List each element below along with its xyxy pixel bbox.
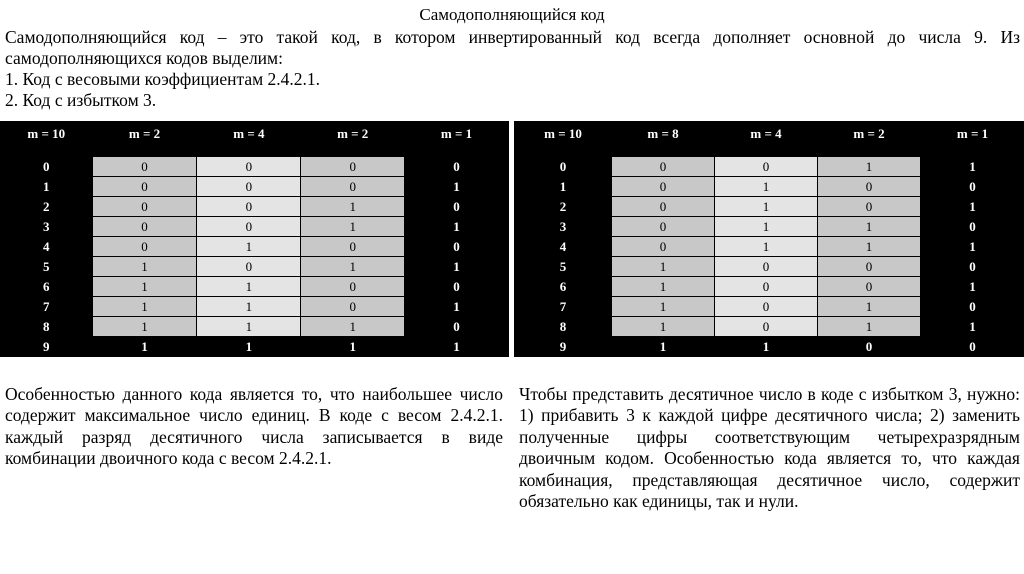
table-header-row <box>515 122 1024 146</box>
bit-cell: 0 <box>818 257 921 277</box>
bit-cell: 1 <box>715 337 818 357</box>
decimal-digit-cell: 4 <box>1 237 93 257</box>
bit-cell: 0 <box>921 257 1024 277</box>
table-row <box>515 217 1024 237</box>
bit-cell: 1 <box>405 257 509 277</box>
decimal-digit-cell: 5 <box>515 257 612 277</box>
bit-cell: 0 <box>301 177 405 197</box>
code-2421-description: Особенностью данного кода является то, что наибольшее число содержит максимальное число единиц. В коде с весом 2.4.2.1. каждый разряд десятичного числа записывается в виде комбинации двоичного кода с весом 2.4.2.1. <box>5 384 503 469</box>
intro-item-2: 2. Код с избытком 3. <box>5 90 157 110</box>
decimal-digit-cell: 5 <box>1 257 93 277</box>
table-row <box>515 257 1024 277</box>
decimal-digit-cell: 6 <box>515 277 612 297</box>
bit-cell: 0 <box>92 177 197 197</box>
decimal-digit-cell: 7 <box>515 297 612 317</box>
bit-cell: 1 <box>405 177 509 197</box>
bit-cell: 1 <box>405 217 509 237</box>
column-header: m = 10 <box>1 122 93 146</box>
bit-cell: 0 <box>818 277 921 297</box>
table-header-row <box>1 122 509 146</box>
bit-cell: 1 <box>197 337 301 357</box>
bit-cell: 0 <box>715 317 818 337</box>
bit-cell: 0 <box>92 237 197 257</box>
bit-cell: 1 <box>92 297 197 317</box>
bit-cell: 1 <box>715 237 818 257</box>
bit-cell: 1 <box>715 197 818 217</box>
bit-cell: 0 <box>92 197 197 217</box>
bit-cell: 0 <box>301 277 405 297</box>
table-row <box>515 197 1024 217</box>
bit-cell: 0 <box>818 337 921 357</box>
table-row <box>1 317 509 337</box>
bit-cell: 0 <box>715 157 818 177</box>
bit-cell: 1 <box>197 317 301 337</box>
bit-cell: 0 <box>405 237 509 257</box>
table-row <box>1 337 509 357</box>
bit-cell: 0 <box>612 177 715 197</box>
code-2421-table <box>0 121 509 357</box>
bit-cell: 1 <box>818 297 921 317</box>
bit-cell: 0 <box>301 297 405 317</box>
bit-cell: 0 <box>197 217 301 237</box>
table-row <box>515 237 1024 257</box>
bit-cell: 0 <box>405 197 509 217</box>
bit-cell: 1 <box>92 317 197 337</box>
bit-cell: 1 <box>612 277 715 297</box>
bit-cell: 1 <box>818 157 921 177</box>
column-header: m = 8 <box>612 122 715 146</box>
table-row <box>515 177 1024 197</box>
column-header: m = 1 <box>405 122 509 146</box>
bit-cell: 1 <box>92 337 197 357</box>
bit-cell: 0 <box>612 217 715 237</box>
intro-item-1: 1. Код с весовыми коэффициентам 2.4.2.1. <box>5 69 321 89</box>
bit-cell: 1 <box>92 277 197 297</box>
bit-cell: 1 <box>921 197 1024 217</box>
table-row <box>1 237 509 257</box>
table-row <box>1 217 509 237</box>
bit-cell: 1 <box>301 197 405 217</box>
table-row <box>515 277 1024 297</box>
decimal-digit-cell: 9 <box>1 337 93 357</box>
excess-3-table <box>514 121 1024 357</box>
table-spacer-row <box>515 146 1024 157</box>
bit-cell: 0 <box>818 177 921 197</box>
bit-cell: 0 <box>301 157 405 177</box>
bit-cell: 1 <box>92 257 197 277</box>
bit-cell: 0 <box>715 297 818 317</box>
bit-cell: 1 <box>818 217 921 237</box>
column-header: m = 4 <box>197 122 301 146</box>
bit-cell: 0 <box>197 157 301 177</box>
decimal-digit-cell: 0 <box>515 157 612 177</box>
bit-cell: 1 <box>715 217 818 237</box>
bit-cell: 0 <box>197 177 301 197</box>
bit-cell: 0 <box>921 177 1024 197</box>
bit-cell: 0 <box>405 277 509 297</box>
bit-cell: 1 <box>612 317 715 337</box>
bit-cell: 0 <box>715 277 818 297</box>
bit-cell: 0 <box>92 157 197 177</box>
bit-cell: 1 <box>301 257 405 277</box>
intro-definition: Самодополняющийся код – это такой код, в котором инвертированный код всегда дополняет основной до числа 9. Из самодополняющихся кодов выделим: <box>5 27 1020 68</box>
bit-cell: 1 <box>612 337 715 357</box>
decimal-digit-cell: 2 <box>1 197 93 217</box>
table-row <box>1 297 509 317</box>
table-row <box>515 317 1024 337</box>
bit-cell: 0 <box>715 257 818 277</box>
bit-cell: 1 <box>301 317 405 337</box>
intro-text <box>5 27 1020 111</box>
decimal-digit-cell: 6 <box>1 277 93 297</box>
column-header: m = 2 <box>818 122 921 146</box>
bit-cell: 1 <box>921 317 1024 337</box>
column-header: m = 1 <box>921 122 1024 146</box>
decimal-digit-cell: 9 <box>515 337 612 357</box>
bit-cell: 0 <box>612 157 715 177</box>
bit-cell: 0 <box>197 257 301 277</box>
excess-3-description: Чтобы представить десятичное число в коде с избытком 3, нужно: 1) прибавить 3 к каждой цифре десятичного числа; 2) заменить полученные цифры соответствующим четырехразрядным двоичным кодом. Особенностью кода является то, что каждая комбинация, представляющая десятичное число, содержит обязательно как единицы, так и нули. <box>519 384 1020 512</box>
decimal-digit-cell: 4 <box>515 237 612 257</box>
table-row <box>1 177 509 197</box>
bit-cell: 1 <box>921 157 1024 177</box>
table-spacer-row <box>1 146 509 157</box>
table-row <box>515 297 1024 317</box>
bit-cell: 1 <box>715 177 818 197</box>
bit-cell: 1 <box>818 237 921 257</box>
decimal-digit-cell: 2 <box>515 197 612 217</box>
column-header: m = 2 <box>92 122 197 146</box>
bit-cell: 0 <box>405 317 509 337</box>
decimal-digit-cell: 1 <box>1 177 93 197</box>
page-title: Самодополняющийся код <box>419 5 605 24</box>
bit-cell: 1 <box>612 297 715 317</box>
decimal-digit-cell: 3 <box>515 217 612 237</box>
bit-cell: 1 <box>612 257 715 277</box>
decimal-digit-cell: 0 <box>1 157 93 177</box>
table-row <box>1 197 509 217</box>
table-row <box>515 157 1024 177</box>
table-row <box>1 257 509 277</box>
bit-cell: 1 <box>197 237 301 257</box>
table-row <box>1 277 509 297</box>
decimal-digit-cell: 7 <box>1 297 93 317</box>
bit-cell: 0 <box>197 197 301 217</box>
bit-cell: 1 <box>405 297 509 317</box>
column-header: m = 2 <box>301 122 405 146</box>
bit-cell: 1 <box>921 277 1024 297</box>
decimal-digit-cell: 3 <box>1 217 93 237</box>
table-row <box>515 337 1024 357</box>
bit-cell: 0 <box>612 197 715 217</box>
bit-cell: 1 <box>818 317 921 337</box>
bit-cell: 1 <box>921 237 1024 257</box>
table-row <box>1 157 509 177</box>
bit-cell: 1 <box>405 337 509 357</box>
decimal-digit-cell: 8 <box>1 317 93 337</box>
decimal-digit-cell: 8 <box>515 317 612 337</box>
bit-cell: 1 <box>301 337 405 357</box>
bit-cell: 0 <box>921 337 1024 357</box>
column-header: m = 10 <box>515 122 612 146</box>
bit-cell: 1 <box>301 217 405 237</box>
column-header: m = 4 <box>715 122 818 146</box>
bit-cell: 0 <box>612 237 715 257</box>
bit-cell: 1 <box>197 297 301 317</box>
bit-cell: 0 <box>921 297 1024 317</box>
bit-cell: 0 <box>818 197 921 217</box>
bit-cell: 1 <box>197 277 301 297</box>
bit-cell: 0 <box>405 157 509 177</box>
bit-cell: 0 <box>921 217 1024 237</box>
decimal-digit-cell: 1 <box>515 177 612 197</box>
bit-cell: 0 <box>92 217 197 237</box>
bit-cell: 0 <box>301 237 405 257</box>
